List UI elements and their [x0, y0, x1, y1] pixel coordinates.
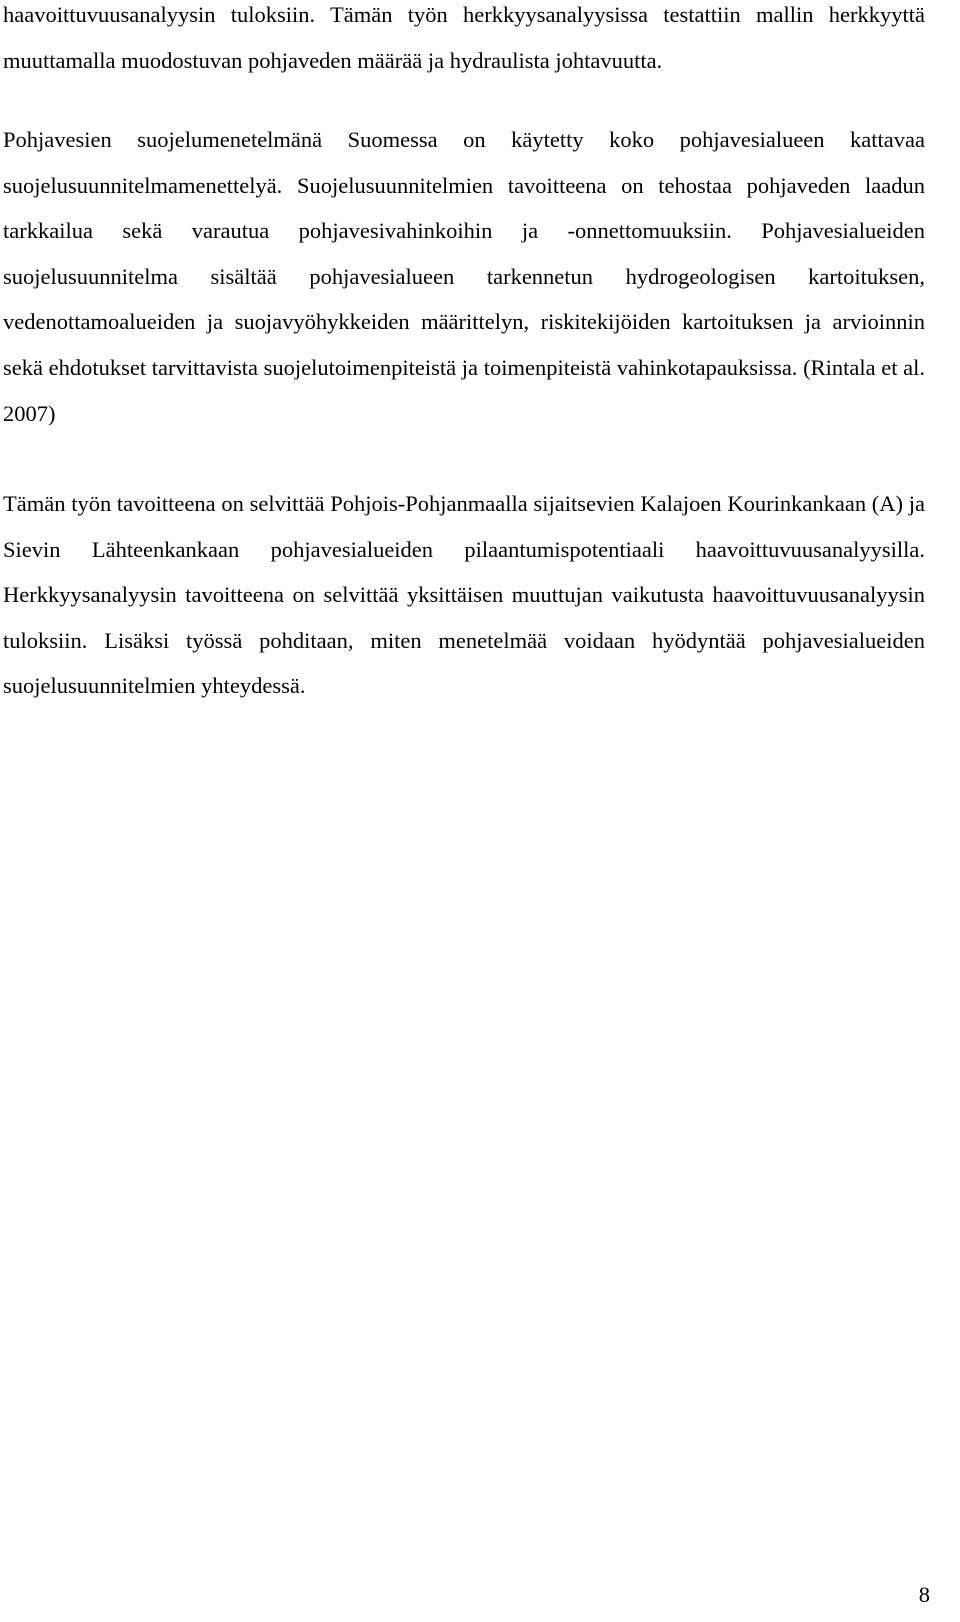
paragraph-study-objective: Tämän työn tavoitteena on selvittää Pohjois-Pohjanmaalla sijaitsevien Kalajoen Kourinkankaan (A) ja Sievin Lähteenkankaan pohjavesialueiden pilaantumispotentiaali haavoittuvuusanalyysilla. Herkkyysanalyysin tavoitteena on selvittää yksittäisen muuttujan vaikutusta haavoittuvuusanalyysin tuloksiin. Lisäksi työssä pohditaan, miten menetelmää voidaan hyödyntää pohjavesialueiden suojelusuunnitelmien yhteydessä. — [3, 491, 925, 699]
page-number: 8 — [918, 1582, 930, 1607]
paragraph-sensitivity-analysis: haavoittuvuusanalyysin tuloksiin. Tämän työn herkkyysanalyysissa testattiin mallin herkkyyttä muuttamalla muodostuvan pohjaveden määrää ja hydraulista johtavuutta. — [3, 2, 925, 73]
paragraph-protection-plans: Pohjavesien suojelumenetelmänä Suomessa on käytetty koko pohjavesialueen kattavaa suojelusuunnitelmamenettelyä. Suojelusuunnitelmien tavoitteena on tehostaa pohjaveden laadun tarkkailua sekä varautua pohjavesivahinkoihin ja -onnettomuuksiin. Pohjavesialueiden suojelusuunnitelma sisältää pohjavesialueen tarkennetun hydrogeologisen kartoituksen, vedenottamoalueiden ja suojavyöhykkeiden määrittelyn, riskitekijöiden kartoituksen ja arvioinnin sekä ehdotukset tarvittavista suojelutoimenpiteistä ja toimenpiteistä vahinkotapauksissa. (Rintala et al. 2007) — [3, 127, 925, 426]
